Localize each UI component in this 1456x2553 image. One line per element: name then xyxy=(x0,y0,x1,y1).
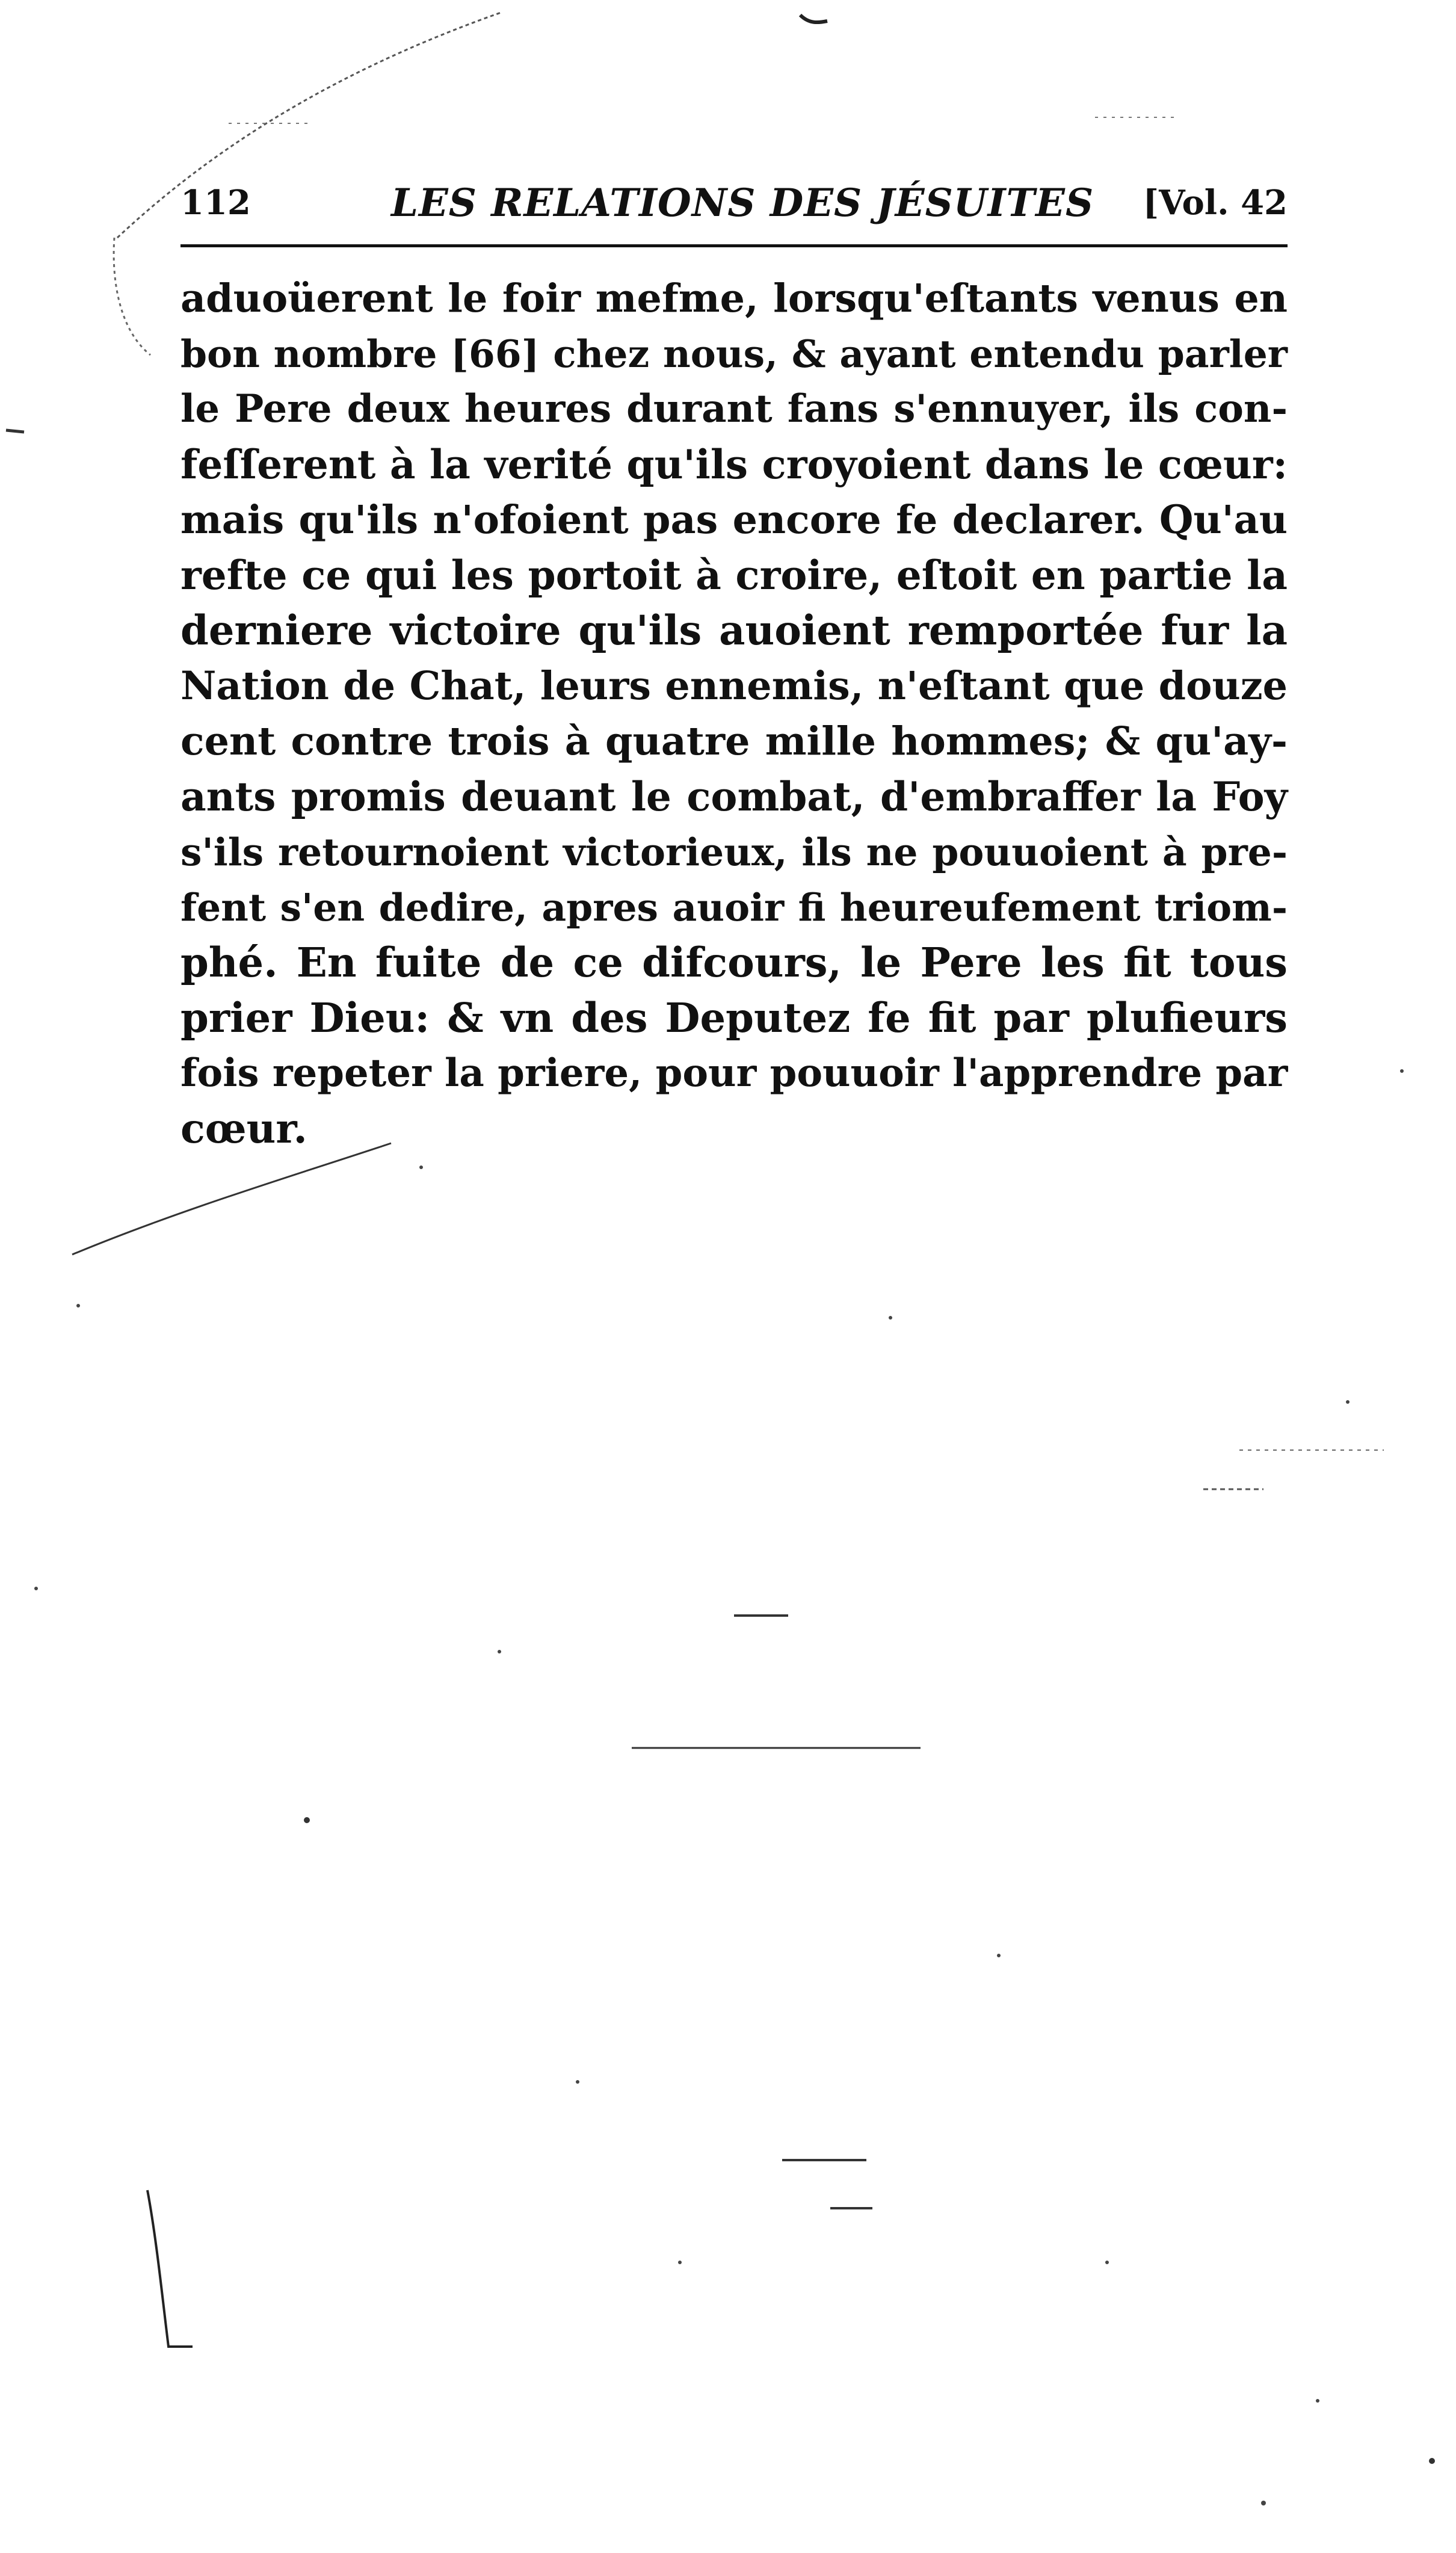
running-head xyxy=(180,174,1288,229)
text-line: fent s'en dedire, apres auoir fi heureufement triom- xyxy=(180,885,1288,930)
text-line: Nation de Chat, leurs ennemis, n'eſtant que douze xyxy=(180,663,1288,709)
text-line: derniere victoire qu'ils auoient remportée fur la xyxy=(180,607,1288,654)
text-line: fois repeter la priere, pour pouuoir l'apprendre par xyxy=(180,1051,1288,1096)
text-line: feſſerent à la verité qu'ils croyoient dans le cœur: xyxy=(180,441,1288,488)
text-line: bon nombre [66] chez nous, & ayant entendu parler xyxy=(180,332,1288,376)
text-line: le Pere deux heures durant fans s'ennuyer, ils con- xyxy=(180,386,1288,431)
text-line: s'ils retournoient victorieux, ils ne pouuoient à pre- xyxy=(180,830,1288,874)
page-number: 112 xyxy=(180,183,251,223)
text-line: prier Dieu: & vn des Deputez fe fit par plufieurs xyxy=(180,994,1288,1042)
text-line: mais qu'ils n'ofoient pas encore fe declarer. Qu'au xyxy=(180,497,1288,543)
running-title: LES RELATIONS DES JÉSUITES xyxy=(391,181,1094,226)
text-line: ants promis deuant le combat, d'embraffer la Foy xyxy=(180,773,1288,820)
text-line: refte ce qui les portoit à croire, eſtoit en partie la xyxy=(180,552,1288,599)
body-text xyxy=(180,271,1288,1156)
text-line: aduoüerent le foir mefme, lorsqu'eſtants venus en xyxy=(180,276,1288,321)
text-line: cent contre trois à quatre mille hommes; & qu'ay- xyxy=(180,718,1288,764)
text-line: phé. En fuite de ce difcours, le Pere les fit tous xyxy=(180,939,1288,986)
header-rule xyxy=(180,244,1288,247)
text-line: cœur. xyxy=(180,1105,307,1152)
volume-mark: [Vol. 42 xyxy=(1143,183,1288,223)
